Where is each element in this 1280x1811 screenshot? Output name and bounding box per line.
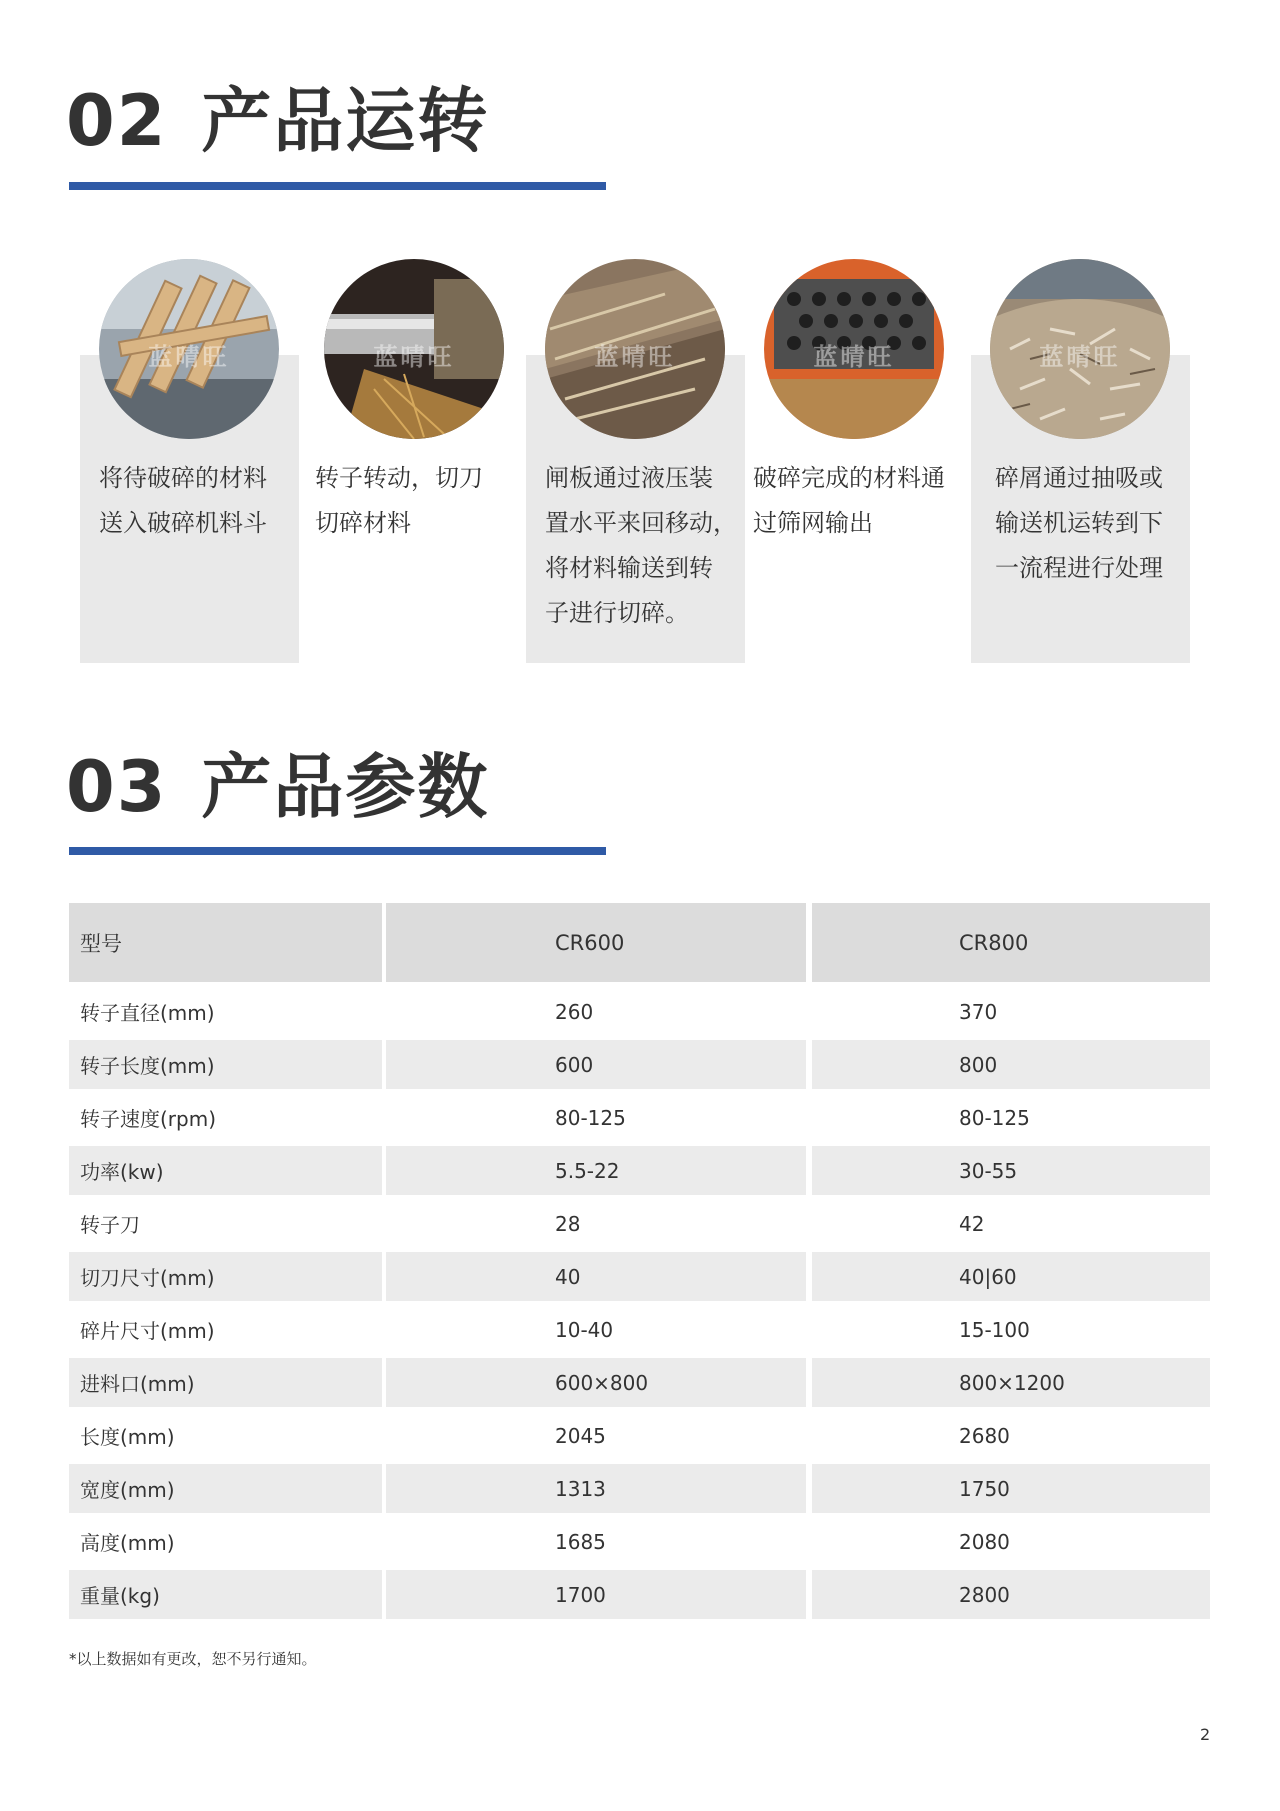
watermark: 蓝晴旺	[148, 343, 230, 371]
row-label: 转子直径(mm)	[80, 1001, 215, 1025]
row-label: 切刀尺寸(mm)	[69, 1252, 382, 1301]
row-label: 功率(kw)	[69, 1146, 382, 1195]
cell-model-b: 42	[959, 1211, 985, 1236]
step-image-4	[764, 259, 944, 439]
cell-model-b: 800×1200	[812, 1358, 1210, 1407]
section-heading: 产品运转	[201, 80, 490, 162]
cell-model-a: 10-40	[555, 1317, 614, 1342]
cell-model-b: 800	[812, 1040, 1210, 1089]
watermark: 蓝晴旺	[373, 343, 455, 371]
row-label: 转子速度(rpm)	[80, 1107, 217, 1131]
section-number: 03	[66, 746, 168, 828]
table-row	[69, 1199, 1210, 1248]
watermark: 蓝晴旺	[813, 343, 895, 371]
section-rule	[69, 847, 606, 855]
cell-model-b: 80-125	[959, 1105, 1030, 1130]
section-title-operation	[66, 80, 490, 162]
table-row	[69, 987, 1210, 1036]
watermark: 蓝晴旺	[594, 343, 676, 371]
step-text-2: 转子转动，切刀 切碎材料	[315, 464, 483, 537]
cell-model-b: 370	[959, 999, 998, 1024]
section-heading: 产品参数	[201, 746, 490, 828]
footnote: *以上数据如有更改，恕不另行通知。	[69, 1650, 317, 1668]
table-row	[69, 1146, 1210, 1195]
cell-model-a: 80-125	[555, 1105, 626, 1130]
step-text-4: 破碎完成的材料通 过筛网输出	[753, 464, 945, 537]
row-label: 转子长度(mm)	[69, 1040, 382, 1089]
cell-model-b: 30-55	[812, 1146, 1210, 1195]
cell-model-a: 1700	[386, 1570, 806, 1619]
cell-model-b: 2080	[959, 1529, 1010, 1554]
row-label: 转子刀	[80, 1213, 140, 1237]
cell-model-a: 40	[386, 1252, 806, 1301]
cell-model-a: 2045	[555, 1423, 606, 1448]
row-label: 重量(kg)	[69, 1570, 382, 1619]
step-image-2	[324, 259, 504, 439]
table-row	[69, 1093, 1210, 1142]
cell-model-a: 28	[555, 1211, 581, 1236]
cell-model-a: 1313	[386, 1464, 806, 1513]
page-number: 2	[1200, 1725, 1211, 1744]
table-row	[69, 1252, 1210, 1301]
table-row	[69, 1040, 1210, 1089]
header-model-b: CR800	[812, 903, 1210, 982]
table-header-row	[69, 903, 1210, 982]
table-row	[69, 1411, 1210, 1460]
row-label: 长度(mm)	[80, 1425, 175, 1449]
row-label: 高度(mm)	[80, 1531, 175, 1555]
section-title-parameters	[66, 746, 490, 828]
table-row	[69, 1305, 1210, 1354]
cell-model-b: 2800	[812, 1570, 1210, 1619]
cell-model-a: 600	[386, 1040, 806, 1089]
row-label: 进料口(mm)	[69, 1358, 382, 1407]
cell-model-b: 1750	[812, 1464, 1210, 1513]
step-text-1: 将待破碎的材料 送入破碎机料斗	[99, 464, 267, 537]
table-row	[69, 1517, 1210, 1566]
cell-model-a: 260	[555, 999, 594, 1024]
table-row	[69, 1464, 1210, 1513]
watermark: 蓝晴旺	[1039, 343, 1121, 371]
cell-model-a: 5.5-22	[386, 1146, 806, 1195]
row-label: 碎片尺寸(mm)	[80, 1319, 215, 1343]
cell-model-a: 600×800	[386, 1358, 806, 1407]
step-image-5	[990, 259, 1170, 439]
spec-table	[69, 903, 1210, 1623]
table-row	[69, 1358, 1210, 1407]
step-text-5: 碎屑通过抽吸或 输送机运转到下 一流程进行处理	[995, 464, 1163, 582]
cell-model-b: 15-100	[959, 1317, 1030, 1342]
header-model-a: CR600	[386, 903, 806, 982]
row-label: 宽度(mm)	[69, 1464, 382, 1513]
cell-model-b: 40|60	[812, 1252, 1210, 1301]
step-image-1	[99, 259, 279, 439]
header-label: 型号	[69, 903, 382, 982]
table-row	[69, 1570, 1210, 1619]
section-number: 02	[66, 80, 168, 162]
cell-model-b: 2680	[959, 1423, 1010, 1448]
step-text-3: 闸板通过液压装 置水平来回移动， 将材料输送到转 子进行切碎。	[545, 464, 737, 627]
cell-model-a: 1685	[555, 1529, 606, 1554]
step-image-3	[545, 259, 725, 439]
section-rule	[69, 182, 606, 190]
